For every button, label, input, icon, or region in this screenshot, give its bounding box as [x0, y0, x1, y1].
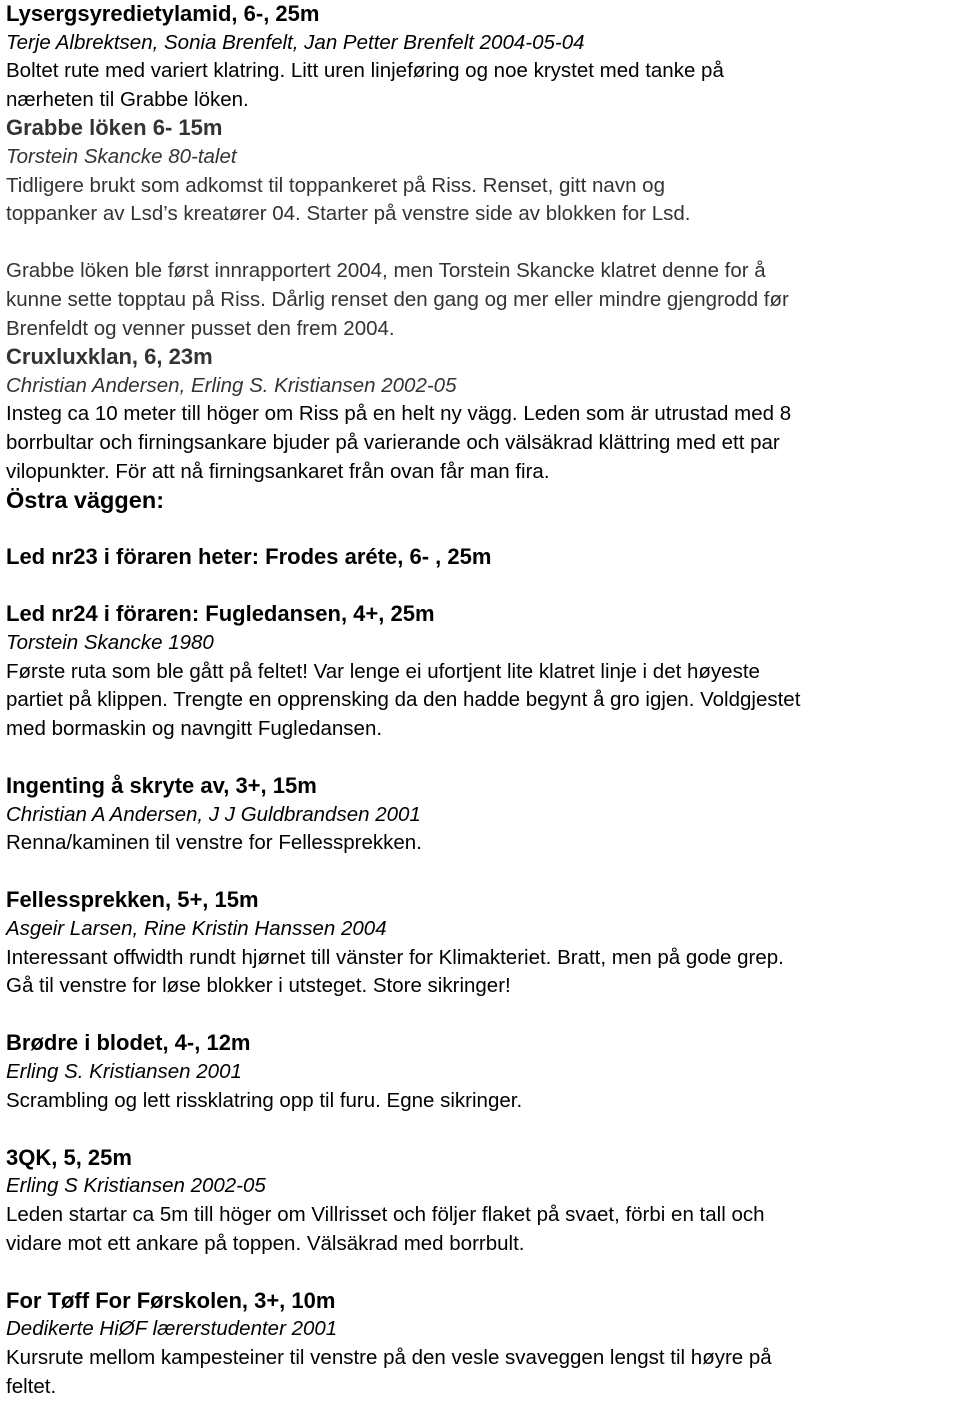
route-description-line: Brenfeldt og venner pusset den frem 2004.	[6, 315, 956, 344]
route-description-line: Renna/kaminen til venstre for Fellessprekken.	[6, 829, 956, 858]
route-description-line: Scrambling og lett rissklatring opp til furu. Egne sikringer.	[6, 1087, 956, 1116]
route-authors: Asgeir Larsen, Rine Kristin Hanssen 2004	[6, 915, 956, 944]
blank-line	[6, 1001, 956, 1030]
route-heading: Led nr24 i föraren: Fugledansen, 4+, 25m	[6, 600, 956, 629]
route-description-line: borrbultar och firningsankare bjuder på varierande och välsäkrad klättring med ett par	[6, 429, 956, 458]
route-authors: Terje Albrektsen, Sonia Brenfelt, Jan Petter Brenfelt 2004-05-04	[6, 29, 956, 58]
route-description-line: Tidligere brukt som adkomst til toppankeret på Riss. Renset, gitt navn og	[6, 172, 956, 201]
route-description-line: partiet på klippen. Trengte en opprensking da den hadde begynt å gro igjen. Voldgjestet	[6, 686, 956, 715]
route-authors: Erling S. Kristiansen 2001	[6, 1058, 956, 1087]
route-description-line: feltet.	[6, 1373, 956, 1401]
route-heading: Brødre i blodet, 4-, 12m	[6, 1029, 956, 1058]
blank-line	[6, 572, 956, 601]
route-description-line: kunne sette topptau på Riss. Dårlig renset den gang og mer eller mindre gjengrodd før	[6, 286, 956, 315]
blank-line	[6, 743, 956, 772]
route-authors: Erling S Kristiansen 2002-05	[6, 1172, 956, 1201]
route-heading: For Tøff For Førskolen, 3+, 10m	[6, 1287, 956, 1316]
route-description-line: Insteg ca 10 meter till höger om Riss på en helt ny vägg. Leden som är utrustad med 8	[6, 400, 956, 429]
route-description-line: vidare mot ett ankare på toppen. Välsäkrad med borrbult.	[6, 1230, 956, 1259]
route-description-line: med bormaskin og navngitt Fugledansen.	[6, 715, 956, 744]
route-heading: 3QK, 5, 25m	[6, 1144, 956, 1173]
route-authors: Dedikerte HiØF lærerstudenter 2001	[6, 1315, 956, 1344]
route-description-line: Kursrute mellom kampesteiner til venstre på den vesle svaveggen lengst til høyre på	[6, 1344, 956, 1373]
route-description-line: nærheten til Grabbe löken.	[6, 86, 956, 115]
route-heading: Cruxluxklan, 6, 23m	[6, 343, 956, 372]
route-description-line: Grabbe löken ble først innrapportert 2004, men Torstein Skancke klatret denne for å	[6, 257, 956, 286]
document-page	[6, 0, 956, 1401]
blank-line	[6, 858, 956, 887]
blank-line	[6, 515, 956, 544]
blank-line	[6, 1258, 956, 1287]
route-description-line: vilopunkter. För att nå firningsankaret från ovan får man fira.	[6, 458, 956, 487]
route-heading: Fellessprekken, 5+, 15m	[6, 886, 956, 915]
route-heading: Led nr23 i föraren heter: Frodes aréte, 6- , 25m	[6, 543, 956, 572]
route-heading: Ingenting å skryte av, 3+, 15m	[6, 772, 956, 801]
route-description-line: Leden startar ca 5m till höger om Villrisset och följer flaket på svaet, förbi en tall och	[6, 1201, 956, 1230]
route-heading: Lysergsyredietylamid, 6-, 25m	[6, 0, 956, 29]
route-authors: Torstein Skancke 1980	[6, 629, 956, 658]
route-description-line: Boltet rute med variert klatring. Litt uren linjeføring og noe krystet med tanke på	[6, 57, 956, 86]
route-description-line: Gå til venstre for løse blokker i utsteget. Store sikringer!	[6, 972, 956, 1001]
route-heading: Grabbe löken 6- 15m	[6, 114, 956, 143]
route-authors: Christian A Andersen, J J Guldbrandsen 2001	[6, 801, 956, 830]
route-authors: Christian Andersen, Erling S. Kristiansen 2002-05	[6, 372, 956, 401]
route-authors: Torstein Skancke 80-talet	[6, 143, 956, 172]
route-description-line: Interessant offwidth rundt hjørnet till vänster for Klimakteriet. Bratt, men på gode grep.	[6, 944, 956, 973]
route-description-line: Første ruta som ble gått på feltet! Var lenge ei ufortjent lite klatret linje i det høyeste	[6, 658, 956, 687]
blank-line	[6, 1115, 956, 1144]
blank-line	[6, 229, 956, 258]
route-description-line: toppanker av Lsd’s kreatører 04. Starter på venstre side av blokken for Lsd.	[6, 200, 956, 229]
section-heading: Östra väggen:	[6, 486, 956, 515]
